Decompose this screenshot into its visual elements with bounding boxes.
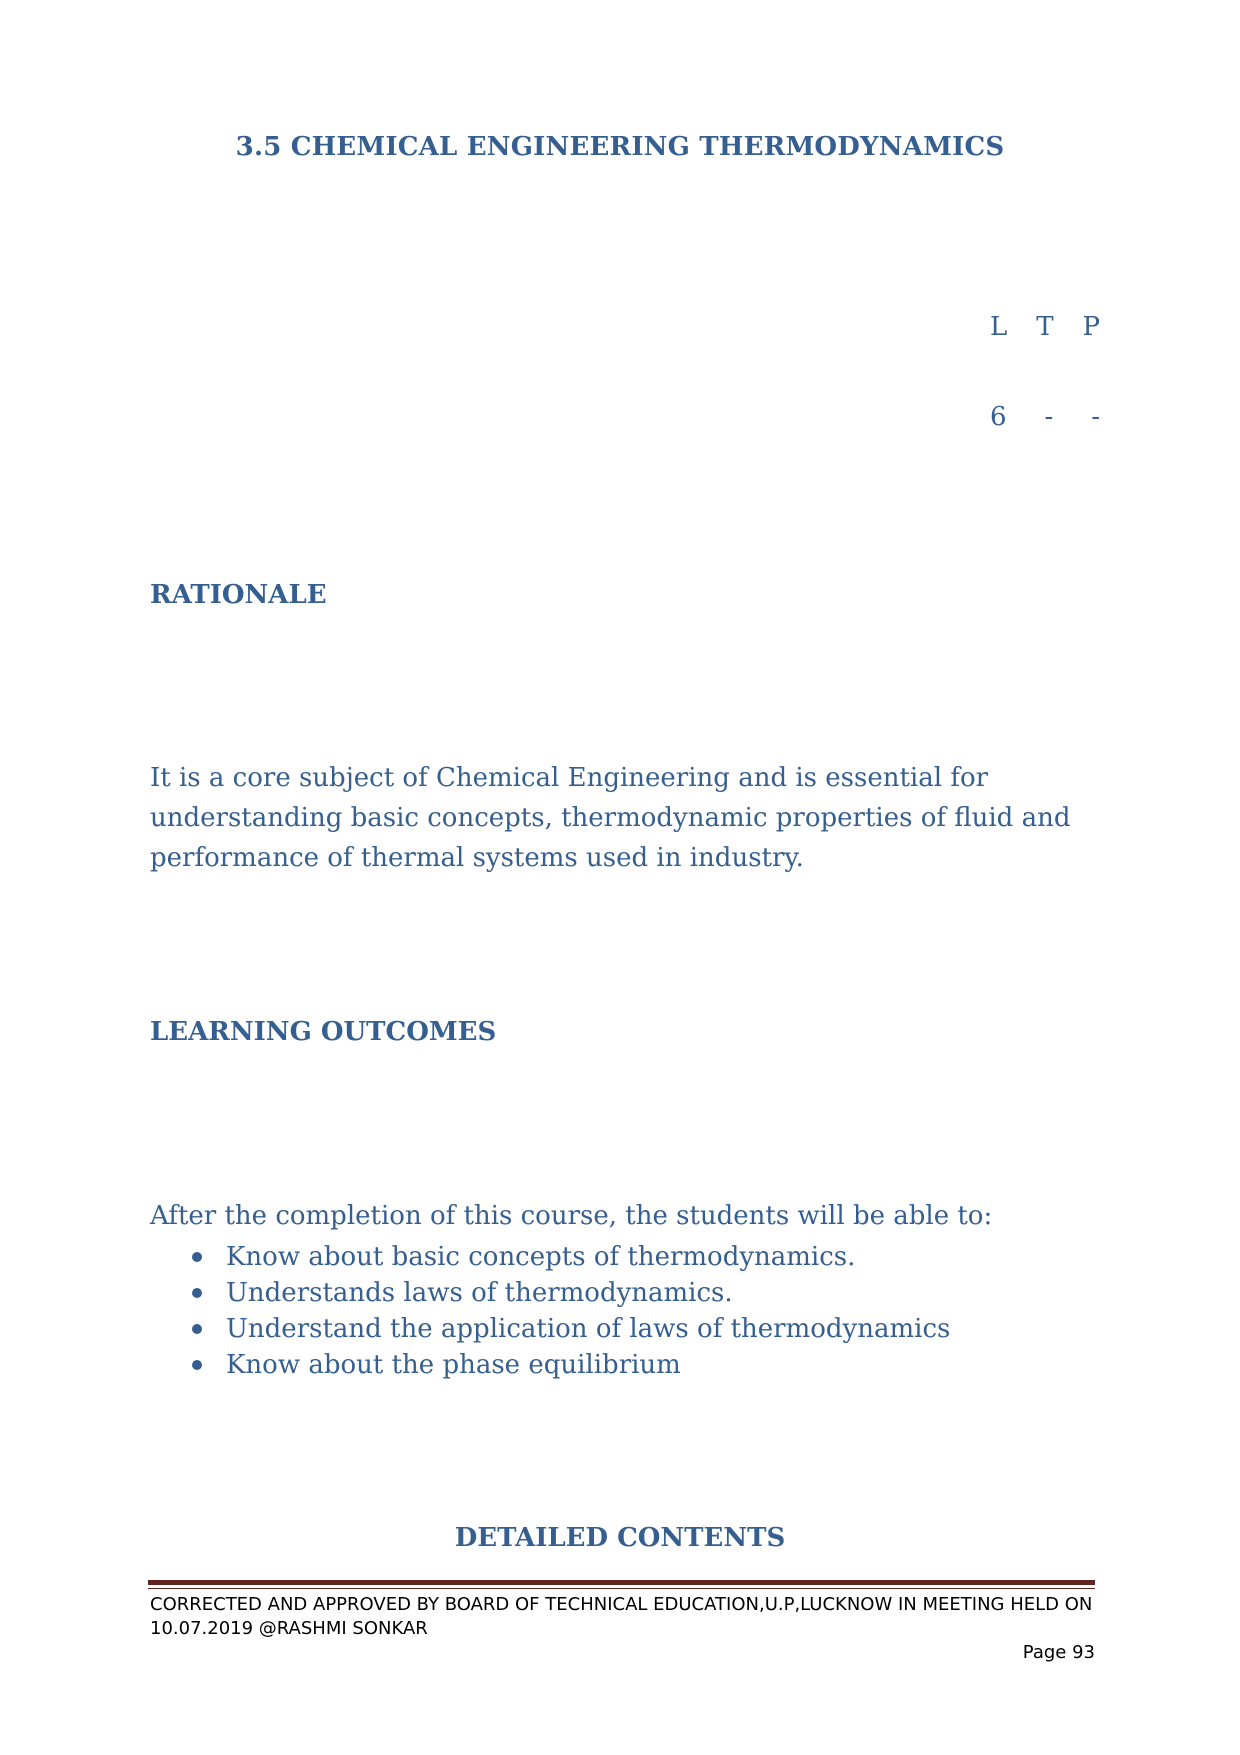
footer-divider-thin <box>148 1588 1095 1589</box>
list-item <box>150 1239 1090 1275</box>
course-title: 3.5 CHEMICAL ENGINEERING THERMODYNAMICS <box>235 132 1005 162</box>
outcome-text: Know about the phase equilibrium <box>226 1350 681 1380</box>
ltp-values-row <box>990 402 1100 432</box>
rationale-text: It is a core subject of Chemical Engineering and is essential for understanding basic concepts, thermodynamic properties of fluid and performance of thermal systems used in industry. <box>150 763 1071 873</box>
list-item <box>150 1311 1090 1347</box>
ltp-header-t: T <box>1036 312 1054 342</box>
ltp-header-l: L <box>990 312 1008 342</box>
ltp-header-row <box>990 312 1100 342</box>
outcome-text: Understand the application of laws of thermodynamics <box>226 1314 951 1344</box>
bullet-icon <box>192 1288 202 1298</box>
outcome-text: Understands laws of thermodynamics. <box>226 1278 733 1308</box>
bullet-icon <box>192 1324 202 1334</box>
list-item <box>150 1347 1090 1383</box>
footer-divider-thick <box>148 1580 1095 1585</box>
learning-outcomes-list <box>150 1239 1090 1383</box>
learning-outcomes-intro: After the completion of this course, the students will be able to: <box>150 1201 993 1231</box>
bullet-icon <box>192 1252 202 1262</box>
bullet-icon <box>192 1360 202 1370</box>
outcome-text: Know about basic concepts of thermodynamics. <box>226 1242 856 1272</box>
ltp-value-p: - <box>1091 402 1100 432</box>
ltp-header-p: P <box>1082 312 1100 342</box>
learning-outcomes-heading: LEARNING OUTCOMES <box>150 1017 497 1047</box>
rationale-heading: RATIONALE <box>150 580 327 610</box>
page-number: Page 93 <box>1022 1642 1095 1663</box>
footer-text: CORRECTED AND APPROVED BY BOARD OF TECHNICAL EDUCATION,U.P,LUCKNOW IN MEETING HELD ON 10.07.2019 @RASHMI SONKAR <box>150 1594 1093 1639</box>
detailed-contents-heading: DETAILED CONTENTS <box>454 1523 786 1553</box>
ltp-value-t: - <box>1044 402 1054 432</box>
ltp-value-l: 6 <box>990 402 1007 432</box>
list-item <box>150 1275 1090 1311</box>
